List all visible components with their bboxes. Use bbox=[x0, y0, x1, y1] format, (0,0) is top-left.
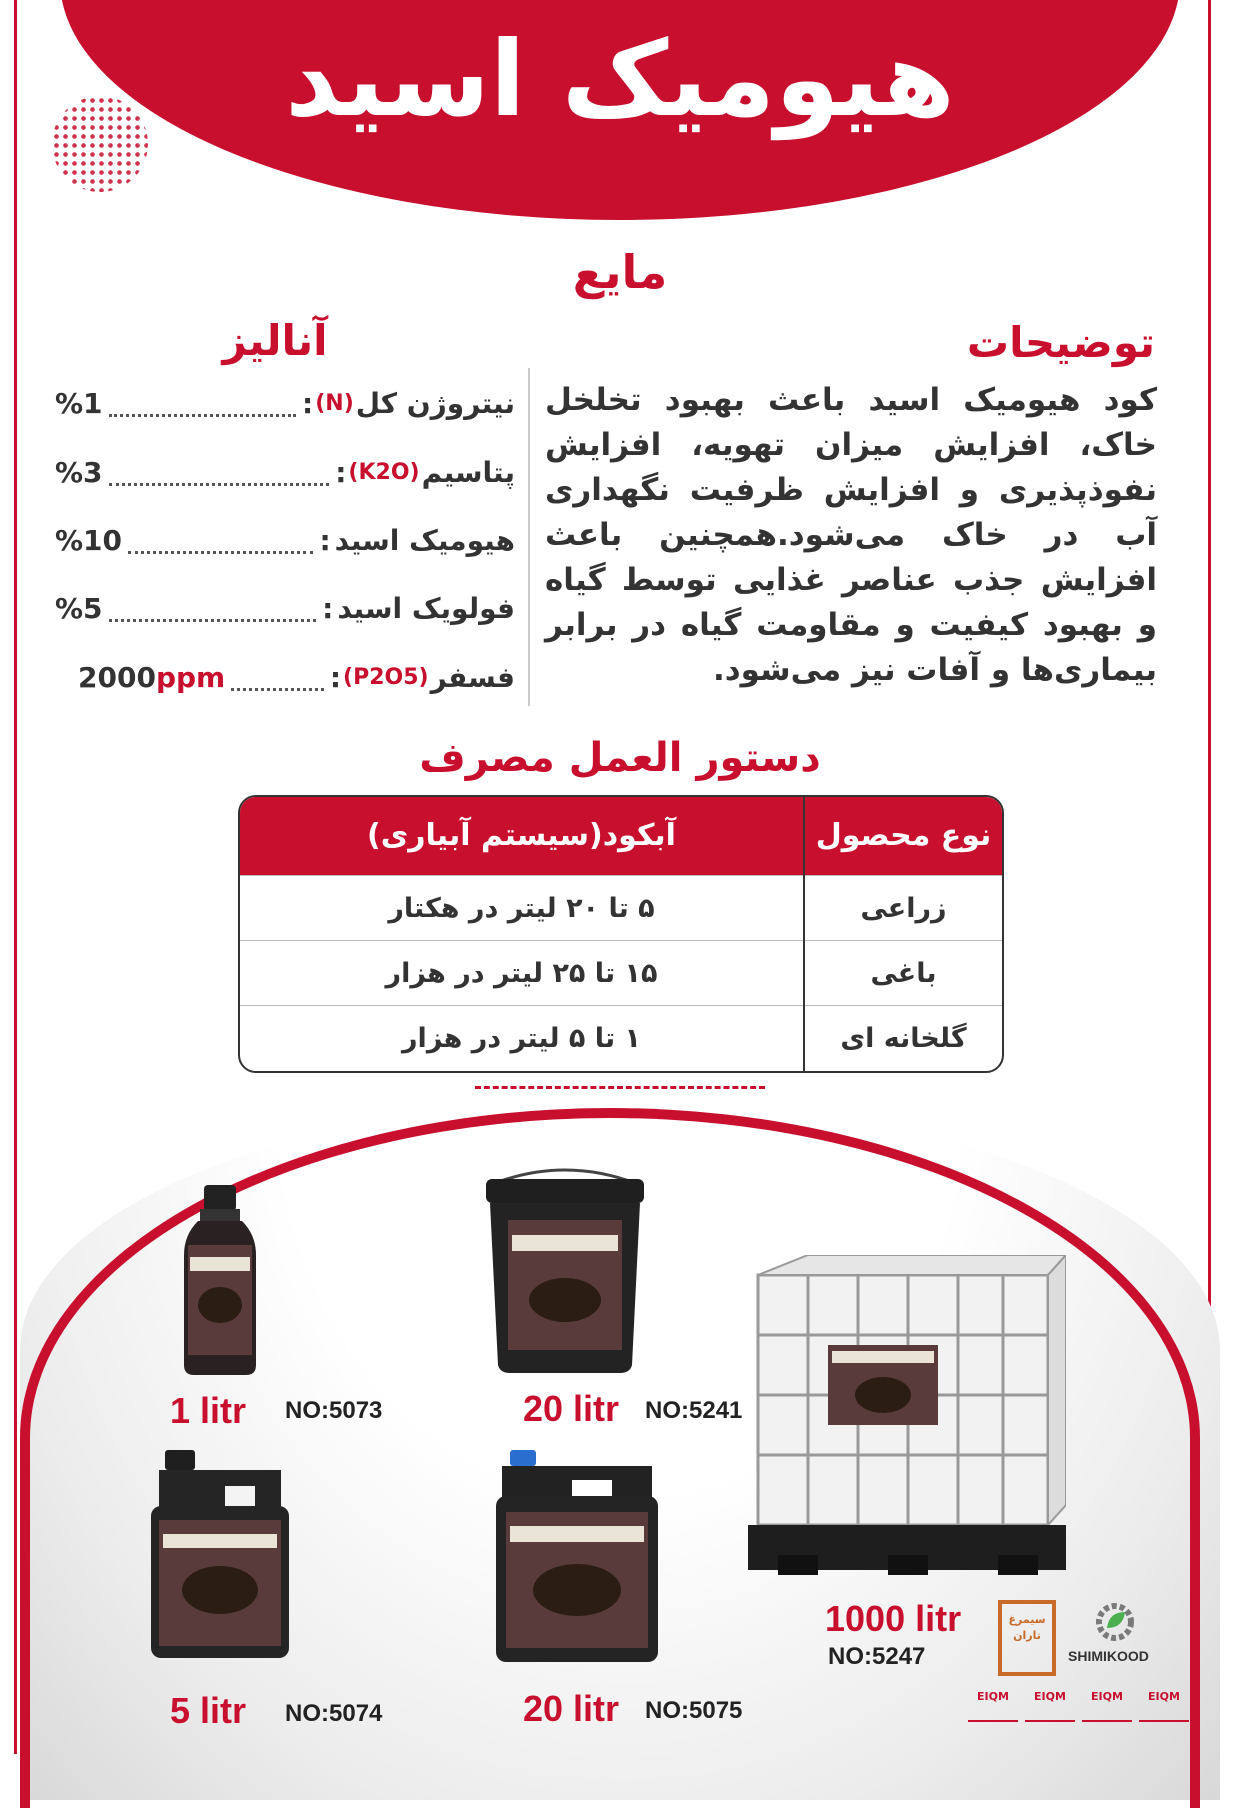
dotted-leader bbox=[231, 664, 324, 691]
product-code: NO:5241 bbox=[645, 1397, 743, 1424]
cell-dose: ۱ تا ۵ لیتر در هزار bbox=[402, 1023, 641, 1054]
gear-leaf-icon bbox=[1093, 1600, 1137, 1644]
dotted-leader bbox=[109, 390, 296, 417]
product-volume: 5 litr bbox=[170, 1690, 247, 1731]
product-volume: 20 litr bbox=[523, 1388, 620, 1429]
analysis-value: %5 bbox=[55, 591, 103, 625]
analysis-row-phosphorus: فسفر (P2O5) : 2000ppm bbox=[78, 660, 515, 694]
analysis-unit: ppm bbox=[155, 660, 226, 694]
product-volume: 1000 litr bbox=[825, 1598, 962, 1639]
brand-logo-text: سیمرغ تاران bbox=[1008, 1613, 1046, 1642]
analysis-formula: (N) bbox=[315, 390, 354, 416]
usage-title: دستور العمل مصرف bbox=[419, 735, 821, 781]
description-text: کود هیومیک اسید باعث بهبود تخلخل خاک، افزایش میزان تهویه، افزایش نفوذپذیری و افزایش ظرفیت نگهداری آب در خاک می‌شود.همچنین باعث افزایش جذب عناصر غذایی توسط گیاه و بهبود کیفیت و مقاومت گیاه در برابر بیماری‌ها و آفات نیز می‌شود. bbox=[545, 382, 1157, 688]
product-code: NO:5247 bbox=[828, 1643, 926, 1670]
description-title: توضیحات bbox=[966, 318, 1155, 367]
dotted-leader bbox=[128, 527, 313, 554]
cell-dose: ۱۵ تا ۲۵ لیتر در هزار bbox=[385, 958, 658, 989]
dotted-leader bbox=[109, 595, 317, 622]
usage-table bbox=[238, 795, 1004, 1073]
page-title: هیومیک اسید bbox=[285, 18, 955, 140]
certification-badge: EIQM bbox=[1082, 1690, 1132, 1722]
analysis-value: %1 bbox=[55, 386, 103, 420]
header-crop-type: نوع محصول bbox=[815, 818, 992, 853]
analysis-formula: (P2O5) bbox=[343, 664, 429, 690]
cell-crop: گلخانه ای bbox=[840, 1023, 967, 1054]
cell-crop: باغی bbox=[870, 958, 937, 989]
product-volume: 20 litr bbox=[523, 1688, 620, 1729]
analysis-value: %10 bbox=[55, 523, 123, 557]
product-image-1000l-ibc-tank bbox=[748, 1255, 1066, 1575]
certification-badge: EIQM bbox=[1139, 1690, 1189, 1722]
analysis-name: هیومیک اسید bbox=[334, 523, 515, 557]
table-column-separator bbox=[803, 797, 805, 1071]
analysis-row-potassium: پتاسیم (K2O) : %3 bbox=[55, 455, 515, 489]
cell-dose: ۵ تا ۲۰ لیتر در هکتار bbox=[388, 893, 655, 924]
analysis-name: نیتروژن کل bbox=[355, 386, 515, 420]
column-divider bbox=[528, 368, 530, 706]
analysis-row-nitrogen: نیتروژن کل (N) : %1 bbox=[55, 386, 515, 420]
dashed-divider bbox=[475, 1086, 765, 1089]
analysis-title: آنالیز bbox=[222, 316, 328, 365]
table-row bbox=[240, 875, 1002, 941]
product-code: NO:5073 bbox=[285, 1397, 383, 1424]
table-header bbox=[240, 797, 1002, 875]
analysis-row-fulvic: فولویک اسید : %5 bbox=[55, 591, 515, 625]
analysis-row-humic: هیومیک اسید : %10 bbox=[55, 523, 515, 557]
product-volume: 1 litr bbox=[170, 1390, 247, 1431]
header-method: آبکود(سیستم آبیاری) bbox=[367, 818, 676, 853]
product-image-1l-bottle bbox=[180, 1185, 260, 1375]
product-image-20l-jerrycan bbox=[492, 1450, 662, 1665]
brand-logo-box bbox=[998, 1600, 1056, 1676]
analysis-formula: (K2O) bbox=[348, 459, 420, 485]
certification-badge: EIQM bbox=[1025, 1690, 1075, 1722]
product-code: NO:5074 bbox=[285, 1700, 383, 1727]
halftone-dots-decoration bbox=[52, 96, 148, 192]
analysis-value: %3 bbox=[55, 455, 103, 489]
analysis-name: پتاسیم bbox=[421, 455, 515, 489]
table-row bbox=[240, 1005, 1002, 1071]
table-row bbox=[240, 940, 1002, 1006]
cell-crop: زراعی bbox=[860, 893, 947, 924]
certification-badge: EIQM bbox=[968, 1690, 1018, 1722]
dotted-leader bbox=[109, 459, 330, 486]
brand-name: SHIMIKOOD bbox=[1068, 1648, 1149, 1664]
analysis-name: فسفر bbox=[430, 660, 515, 694]
analysis-value: 2000 bbox=[78, 660, 156, 694]
product-code: NO:5075 bbox=[645, 1697, 743, 1724]
page-subtitle: مایع bbox=[572, 245, 668, 299]
analysis-name: فولویک اسید bbox=[337, 591, 515, 625]
product-image-5l-jerrycan bbox=[145, 1450, 295, 1660]
product-image-20l-pail bbox=[480, 1165, 650, 1375]
